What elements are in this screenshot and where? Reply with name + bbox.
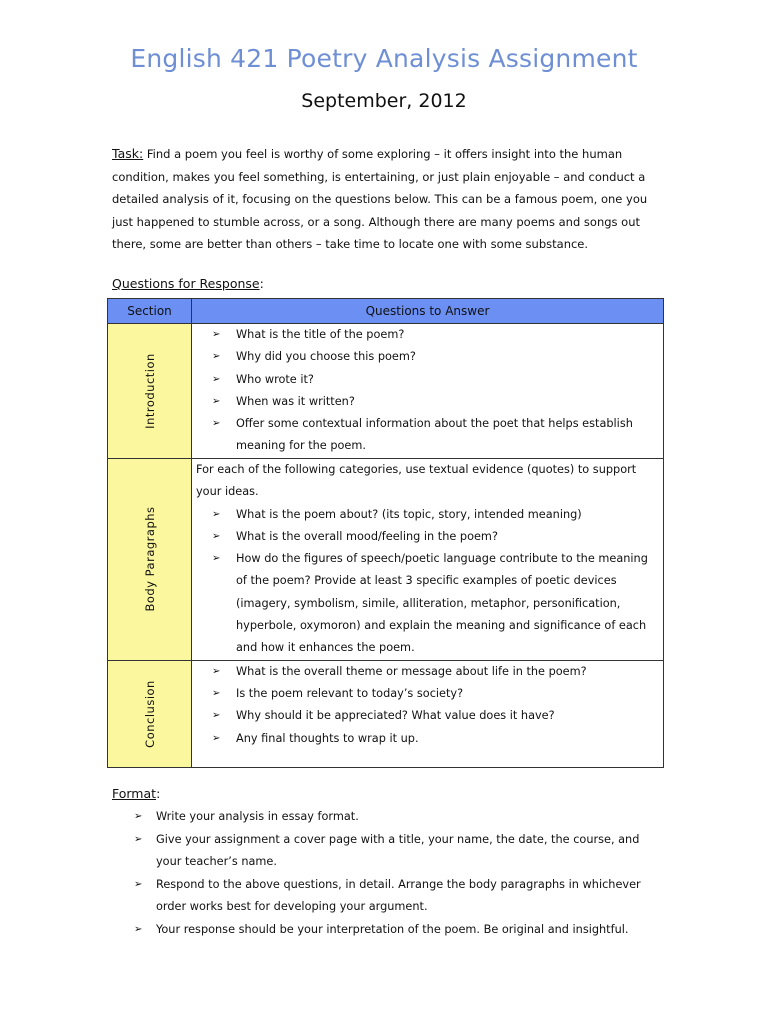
arrow-bullet-icon: ➢ (134, 811, 143, 822)
list-item: ➢ What is the poem about? (its topic, story, intended meaning) (192, 504, 657, 526)
question-list-conclusion (192, 661, 663, 750)
questions-cell-conclusion (192, 660, 664, 767)
list-item: ➢ What is the overall mood/feeling in the poem? (192, 526, 657, 548)
list-item: ➢ Is the poem relevant to today’s society? (192, 683, 657, 705)
arrow-bullet-icon: ➢ (212, 710, 221, 722)
list-item: ➢ Why should it be appreciated? What value does it have? (192, 705, 657, 727)
format-heading (112, 786, 160, 801)
arrow-bullet-icon: ➢ (212, 665, 221, 677)
questions-heading (112, 276, 264, 291)
section-cell-introduction (108, 324, 192, 459)
document-date: September, 2012 (301, 90, 467, 112)
arrow-bullet-icon: ➢ (212, 395, 221, 407)
task-label: Task: (112, 146, 144, 161)
questions-cell-body (192, 459, 664, 661)
question-list-introduction (192, 324, 663, 458)
arrow-bullet-icon: ➢ (134, 878, 143, 890)
arrow-bullet-icon: ➢ (212, 351, 221, 363)
list-item: ➢ Any final thoughts to wrap it up. (192, 728, 657, 750)
arrow-bullet-icon: ➢ (212, 418, 221, 430)
table-row-body (108, 459, 664, 661)
table-header-row (108, 299, 664, 324)
list-item: ➢ Why did you choose this poem? (192, 346, 657, 368)
arrow-bullet-icon: ➢ (134, 833, 143, 845)
section-cell-body (108, 459, 192, 661)
section-cell-conclusion (108, 660, 192, 767)
question-list-body (192, 504, 663, 660)
format-colon: : (156, 786, 161, 801)
list-item: ➢ Write your analysis in essay format. (112, 806, 657, 829)
section-label-conclusion: Conclusion (142, 679, 157, 748)
header-questions: Questions to Answer (192, 299, 664, 324)
list-item: ➢ Offer some contextual information about the poet that helps establish meaning for the poem. (192, 413, 657, 458)
questions-cell-introduction (192, 324, 664, 459)
table-row-introduction (108, 324, 664, 459)
arrow-bullet-icon: ➢ (212, 732, 221, 744)
arrow-bullet-icon: ➢ (212, 329, 221, 340)
header-section: Section (108, 299, 192, 324)
list-item: ➢ What is the overall theme or message about life in the poem? (192, 661, 657, 683)
arrow-bullet-icon: ➢ (212, 553, 221, 565)
body-intro-text: For each of the following categories, use textual evidence (quotes) to support your ideas. (196, 463, 637, 499)
task-text: Find a poem you feel is worthy of some exploring – it offers insight into the human condition, makes you feel something, is entertaining, or just plain enjoyable – and conduct a detailed analysis of it, focusing on the questions below. This can be a famous poem, one you just happened to stumble across, or a song. Although there are many poems and songs out there, some are better than others – take time to locate one with some substance. (112, 147, 648, 252)
arrow-bullet-icon: ➢ (212, 687, 221, 699)
document-title: English 421 Poetry Analysis Assignment (130, 44, 638, 73)
arrow-bullet-icon: ➢ (134, 923, 143, 935)
section-label-introduction: Introduction (142, 353, 157, 429)
questions-label: Questions for Response (112, 276, 260, 291)
list-item: ➢ Who wrote it? (192, 369, 657, 391)
section-label-body: Body Paragraphs (142, 506, 157, 612)
list-item: ➢ What is the title of the poem? (192, 324, 657, 346)
arrow-bullet-icon: ➢ (212, 530, 221, 542)
task-paragraph (112, 143, 657, 256)
list-item: ➢ How do the figures of speech/poetic language contribute to the meaning of the poem? Provide at least 3 specific examples of poetic devices (imagery, symbolism, simile, alliteration, metaphor, personification, hyperbole, oxymoron) and explain the meaning and significance of each and how it enhances the poem. (192, 548, 657, 659)
table-row-conclusion (108, 660, 664, 767)
list-item: ➢ Respond to the above questions, in detail. Arrange the body paragraphs in whichever order works best for developing your argument. (112, 874, 657, 919)
questions-colon: : (259, 276, 264, 291)
format-list (112, 806, 657, 942)
arrow-bullet-icon: ➢ (212, 373, 221, 385)
questions-table (107, 298, 664, 768)
list-item: ➢ Your response should be your interpretation of the poem. Be original and insightful. (112, 919, 657, 942)
arrow-bullet-icon: ➢ (212, 508, 221, 520)
format-label: Format (112, 786, 157, 801)
list-item: ➢ When was it written? (192, 391, 657, 413)
list-item: ➢ Give your assignment a cover page with a title, your name, the date, the course, and your teacher’s name. (112, 829, 657, 874)
